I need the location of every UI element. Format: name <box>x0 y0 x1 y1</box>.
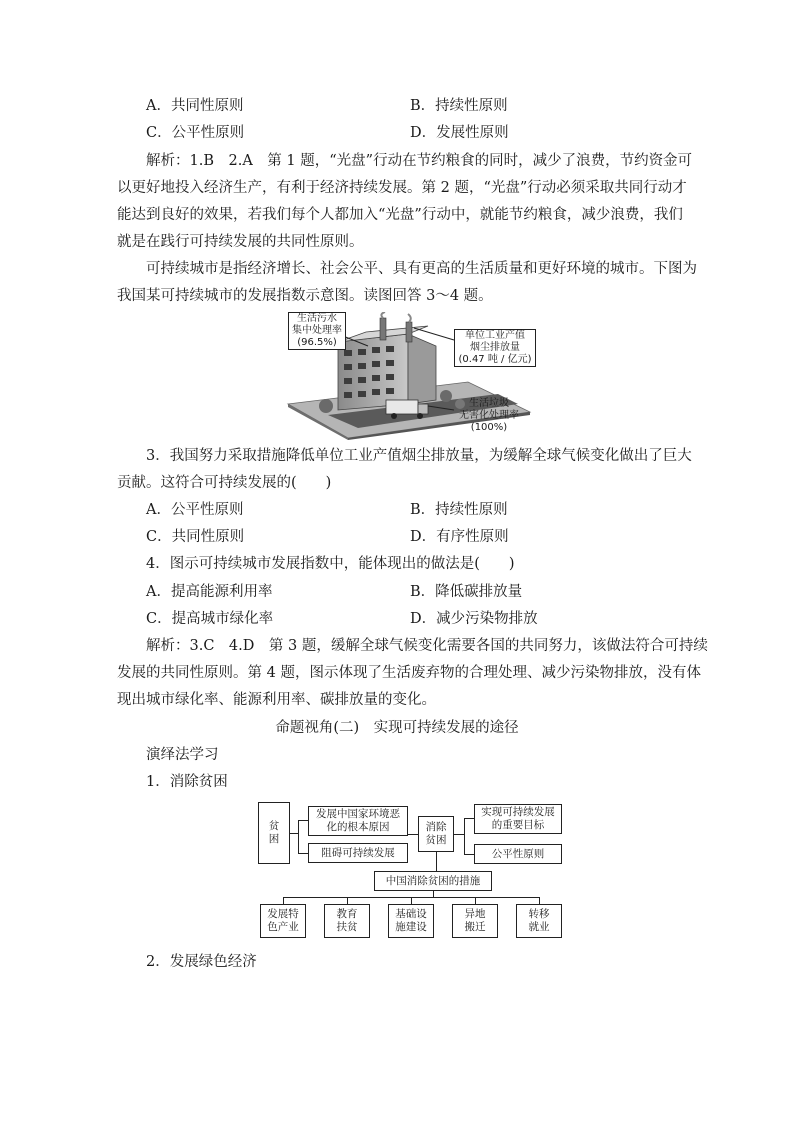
box-poverty <box>258 802 290 864</box>
analysis1-line: 以更好地投入经济生产，有利于经济持续发展。第 2 题，“光盘”行动必须采取共同行动才 <box>117 180 687 196</box>
q1-option-d: D．发展性原则 <box>410 125 509 141</box>
q3-option-d: D．有序性原则 <box>410 529 509 545</box>
item-heading-1: 1．消除贫困 <box>146 774 228 790</box>
box-goal1-label: 实现可持续发展的重要目标 <box>481 806 555 831</box>
box-cause1-label: 发展中国家环境恶化的根本原因 <box>316 808 400 833</box>
connector <box>454 834 464 835</box>
city-illustration <box>268 312 536 440</box>
connector <box>464 854 474 855</box>
connector <box>298 820 308 821</box>
analysis1-line: 就是在践行可持续发展的共同性原则。 <box>117 234 364 250</box>
box-poverty-label: 贫困 <box>268 820 280 845</box>
callout-sewage-line1: 生活污水 <box>297 313 337 324</box>
connector <box>411 897 412 904</box>
q4-stem: 4．图示可持续城市发展指数中，能体现出的做法是( ) <box>146 556 515 572</box>
q3-option-c: C．共同性原则 <box>146 529 245 545</box>
q4-option-c: C．提高城市绿化率 <box>146 611 274 627</box>
box-goal1 <box>474 804 562 834</box>
q4-option-d: D．减少污染物排放 <box>410 611 538 627</box>
connector <box>298 820 299 854</box>
box-measures-title <box>374 871 492 891</box>
callout-sewage <box>288 312 346 350</box>
box-measures-title-label: 中国消除贫困的措施 <box>385 874 481 887</box>
q1-option-a: A．共同性原则 <box>146 98 244 114</box>
callout-garbage <box>454 398 524 434</box>
intro-line: 可持续城市是指经济增长、社会公平、具有更高的生活质量和更好环境的城市。下图为 <box>146 261 697 277</box>
callout-dust-line1: 单位工业产值 <box>465 330 525 341</box>
item-heading-2: 2．发展绿色经济 <box>146 954 257 970</box>
box-cause2-label: 阻碍可持续发展 <box>321 846 395 859</box>
intro-line: 我国某可持续城市的发展指数示意图。读图回答 3～4 题。 <box>117 288 493 304</box>
callout-dust <box>454 329 536 367</box>
analysis1-line: 解析：1.B 2.A 第 1 题，“光盘”行动在节约粮食的同时，减少了浪费，节约资金可 <box>146 153 693 169</box>
box-goal2-label: 公平性原则 <box>491 847 545 860</box>
connector <box>283 897 284 904</box>
box-measure-3 <box>388 904 434 938</box>
connector <box>539 897 540 904</box>
analysis2-line: 发展的共同性原则。第 4 题，图示体现了生活废弃物的合理处理、减少污染物排放，没有体 <box>117 665 701 681</box>
analysis2-line: 解析：3.C 4.D 第 3 题，缓解全球气候变化需要各国的共同努力，该做法符合可持续 <box>146 638 708 654</box>
connector <box>464 818 465 854</box>
box-measure-1 <box>260 904 306 938</box>
box-cause1 <box>308 806 408 836</box>
q3-option-b: B．持续性原则 <box>410 502 508 518</box>
box-eliminate-label: 消除贫困 <box>425 821 447 846</box>
connector <box>464 818 474 819</box>
callout-garbage-line1: 生活垃圾 <box>469 398 509 409</box>
poverty-diagram <box>256 800 566 942</box>
q4-option-b: B．降低碳排放量 <box>410 584 523 600</box>
box-measure-3-label: 基础设施建设 <box>395 908 427 933</box>
q3-stem-line: 3．我国努力采取措施降低单位工业产值烟尘排放量，为缓解全球气候变化做出了巨大 <box>146 448 692 464</box>
connector <box>475 897 476 904</box>
analysis2-line: 现出城市绿化率、能源利用率、碳排放量的变化。 <box>117 692 436 708</box>
box-measure-4 <box>452 904 498 938</box>
q3-stem-line: 贡献。这符合可持续发展的( ) <box>117 475 332 491</box>
connector <box>436 852 437 871</box>
callout-dust-line3: (0.47 吨 / 亿元) <box>458 354 532 365</box>
box-eliminate <box>418 816 454 852</box>
analysis1-line: 能达到良好的效果，若我们每个人都加入“光盘”行动中，就能节约粮食，减少浪费，我们 <box>117 207 683 223</box>
box-cause2 <box>308 843 408 863</box>
callout-sewage-line3: (96.5%) <box>297 337 337 348</box>
q1-option-b: B．持续性原则 <box>410 98 508 114</box>
box-measure-2-label: 教育扶贫 <box>336 908 358 933</box>
q4-option-a: A．提高能源利用率 <box>146 584 273 600</box>
connector <box>290 833 298 834</box>
box-measure-5 <box>516 904 562 938</box>
box-goal2 <box>474 844 562 864</box>
callout-dust-line2: 烟尘排放量 <box>470 342 520 353</box>
callout-garbage-line3: (100%) <box>470 422 508 433</box>
box-measure-5-label: 转移就业 <box>528 908 550 933</box>
section-subheading: 演绎法学习 <box>146 747 219 763</box>
box-measure-1-label: 发展特色产业 <box>267 908 299 933</box>
callout-garbage-line2: 无害化处理率 <box>459 410 519 421</box>
q3-option-a: A．公平性原则 <box>146 502 244 518</box>
section-heading: 命题视角(二) 实现可持续发展的途径 <box>275 720 519 736</box>
connector <box>347 897 348 904</box>
connector <box>408 834 418 835</box>
connector <box>298 853 308 854</box>
box-measure-2 <box>324 904 370 938</box>
callout-sewage-line2: 集中处理率 <box>292 325 342 336</box>
box-measure-4-label: 异地搬迁 <box>464 908 486 933</box>
q1-option-c: C．公平性原则 <box>146 125 245 141</box>
